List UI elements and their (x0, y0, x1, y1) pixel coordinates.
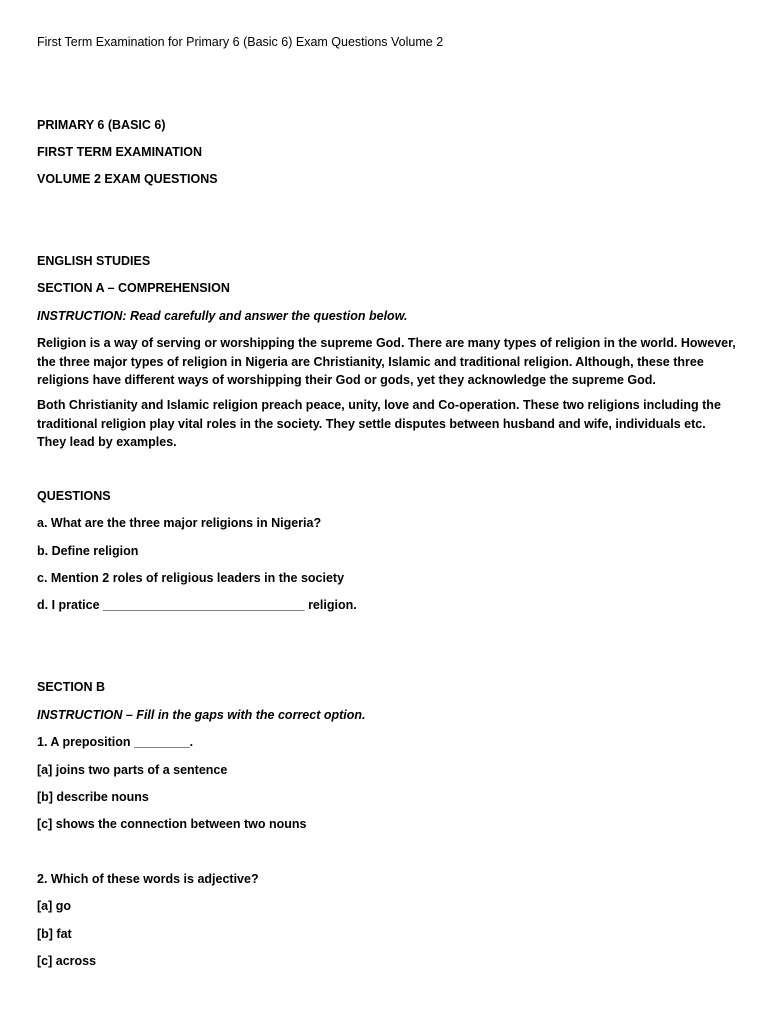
passage-paragraph-1: Religion is a way of serving or worshipping the supreme God. There are many types of religion in the world. However, the three major types of religion in Nigeria are Christianity, Islamic and traditional religion. Although, these three religions have different ways of worshipping their God or gods, yet they acknowledge the supreme God. (37, 336, 736, 387)
question-1-stem: 1. A preposition ________. (37, 735, 194, 749)
section-a-heading: SECTION A – COMPREHENSION (37, 281, 230, 295)
question-item: c. Mention 2 roles of religious leaders in the society (37, 571, 345, 585)
passage-paragraph-2: Both Christianity and Islamic religion preach peace, unity, love and Co-operation. These two religions including the traditional religion play vital roles in the society. They settle disputes between husband and wife, individuals etc. They lead by examples. (37, 398, 721, 449)
question-item: b. Define religion (37, 544, 139, 558)
question-2-stem: 2. Which of these words is adjective? (37, 872, 259, 886)
exam-heading: FIRST TERM EXAMINATION (37, 145, 203, 159)
option-item: [a] go (37, 899, 72, 913)
document-title: First Term Examination for Primary 6 (Basic 6) Exam Questions Volume 2 (37, 35, 444, 49)
volume-heading: VOLUME 2 EXAM QUESTIONS (37, 172, 218, 186)
section-b-heading: SECTION B (37, 680, 106, 694)
section-a-instruction: INSTRUCTION: Read carefully and answer the question below. (37, 309, 408, 323)
question-item: d. I pratice _____________________________ religion. (37, 598, 357, 612)
option-item: [a] joins two parts of a sentence (37, 763, 228, 777)
option-item: [c] shows the connection between two nouns (37, 817, 307, 831)
section-b-instruction: INSTRUCTION – Fill in the gaps with the correct option. (37, 708, 366, 722)
question-item: a. What are the three major religions in Nigeria? (37, 516, 322, 530)
class-heading: PRIMARY 6 (BASIC 6) (37, 118, 166, 132)
option-item: [c] across (37, 954, 97, 968)
subject-heading: ENGLISH STUDIES (37, 254, 151, 268)
option-item: [b] describe nouns (37, 790, 149, 804)
questions-heading: QUESTIONS (37, 489, 111, 503)
option-item: [b] fat (37, 927, 72, 941)
